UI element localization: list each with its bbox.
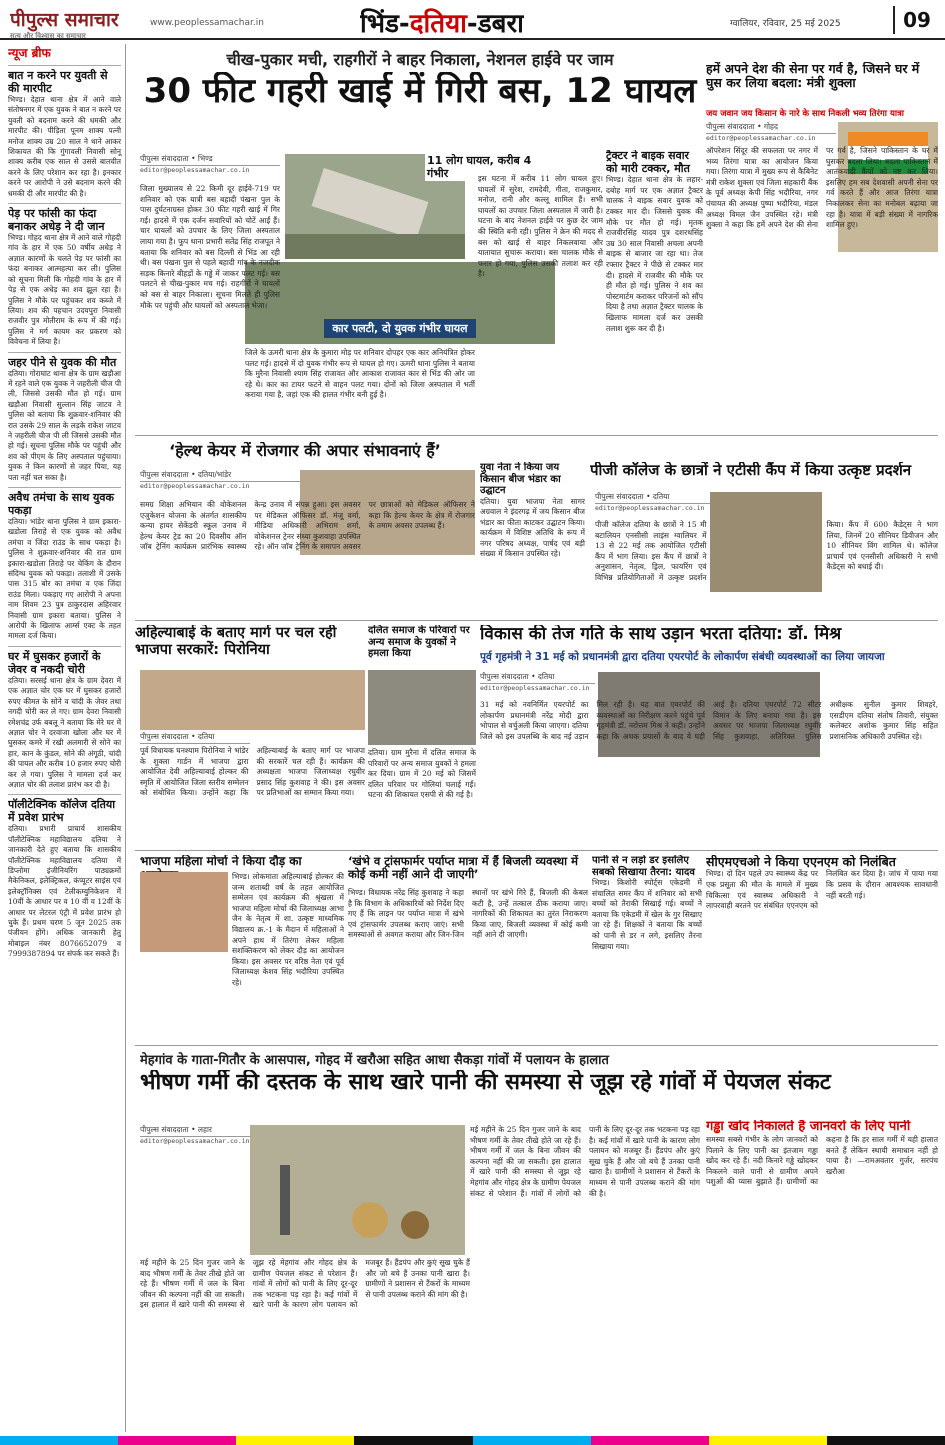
- logo-tagline: सत्य और विश्वास का समाचार: [10, 32, 86, 40]
- ahilya-byline-box: [140, 732, 250, 744]
- army-headline[interactable]: हमें अपने देश की सेना पर गर्व है, जिसने घर में घुस कर लिया बदला: मंत्री शुक्ला: [706, 62, 920, 91]
- brief-item: [8, 794, 121, 959]
- brief-headline: अवैध तमंचा के साथ युवक पकड़ा: [8, 487, 121, 517]
- bottom-email[interactable]: editor@peoplessamachar.co.in: [140, 1137, 250, 1145]
- lead-headline[interactable]: 30 फीट गहरी खाई में गिरी बस, 12 घायल: [143, 72, 697, 111]
- page-number: 09: [893, 6, 939, 34]
- divider: [135, 850, 938, 851]
- lead-body-3: इस घटना में करीब 11 लोग घायल हुए। घायलों में सुरेश, रामदेवी, गीता, राजकुमार, मनोज, रानी और कल्लू शामिल हैं। सभी घायलों का उपचार जिला अस्पताल में जारी है। घटना के बाद नेशनल हाईवे पर कुछ देर जाम की स्थिति बनी रही। पुलिस ने क्रेन की मदद से बस को खाई से बाहर निकलवाया और यातायात सुचारू कराया। बस चालक मौके से फरार हो गया, पुलिस उसकी तलाश कर रही है।: [478, 174, 603, 279]
- yellow-swatch: [236, 1436, 354, 1445]
- army-byline: पीपुल्स संवाददाता • गोहद: [706, 122, 836, 134]
- pg-byline: पीपुल्स संवाददाता • दतिया: [595, 492, 710, 504]
- lead-sidebar-headline: 11 लोग घायल, करीब 4 गंभीर: [425, 154, 555, 181]
- vikas-kicker: पूर्व गृहमंत्री ने 31 मई को प्रधानमंत्री द्वारा दतिया एयरपोर्ट के लोकार्पण संबंधी व्यवस्थाओं का लिया जायजा: [480, 651, 885, 663]
- lead-body-2: जिले के ऊमरी थाना क्षेत्र के कुमारा मोड़ पर शनिवार दोपहर एक कार अनियंत्रित होकर पलट गई। हादसे में दो युवक गंभीर रूप से घायल हो गए। ऊमरी थाना पुलिस ने बताया कि मुरैना निवासी श्याम सिंह राजावत और आकाश राजावत कार से भिंड की ओर जा रहे थे। कार का टायर फटने से वाहन पलट गया। दोनों को जिला अस्पताल में भर्ती कराया गया है, जहां एक की हालत गंभीर बनी हुई है।: [245, 348, 475, 400]
- cmho-headline[interactable]: सीएमएचओ ने किया एएनएम को निलंबित: [706, 855, 896, 869]
- magenta-swatch: [118, 1436, 236, 1445]
- bhajpa-body: भिण्ड। लोकमाता अहिल्याबाई होल्कर की जन्म शताब्दी वर्ष के तहत आयोजित सम्मेलन एवं कार्यक्रम की श्रृंखला में भाजपा महिला मोर्चा की जिलाध्यक्ष आभा जैन के नेतृत्व में शा. उत्कृष्ट माध्यमिक विद्यालय क्र.-1 के मैदान में महिलाओं ने अपने हाथ में तिरंगा लेकर महिला सशक्तिकरण को लेकर दौड़ का आयोजन किया। इस अवसर पर वरिष्ठ नेता एवं पूर्व जिलाध्यक्ष केशव सिंह भदौरिया उपस्थित रहे।: [232, 872, 344, 987]
- divider: [135, 1045, 938, 1046]
- bottom-byline: पीपुल्स संवाददाता • लहार: [140, 1125, 250, 1137]
- section-title-b: दतिया: [409, 9, 467, 39]
- brief-headline: पेड़ पर फांसी का फंदा बनाकर अधेड़ ने दी जान: [8, 203, 121, 233]
- brief-body: भिण्ड। गोहद थाना क्षेत्र में आने वाले गोहदी गांव के हार में एक 50 वर्षीय अधेड़ ने अज्ञात कारणों के चलते पेड़ पर फांसी का फंदा बनाकर आत्महत्या कर ली। पुलिस को सूचना मिली कि गोहदी गांव के हार में पेड़ से एक अधेड़ का शव झूल रहा है। पुलिस ने मौके पर पहुंचकर शव कब्जे में लिया। शव की पहचान उदयपुरा निवासी राजवीर पुत्र मोतीराम के रूप में की गई। पुलिस ने मर्ग कायम कर प्रकरण को विवेचना में लिया है।: [8, 233, 121, 347]
- vikas-byline: पीपुल्स संवाददाता • दतिया: [480, 672, 595, 684]
- pg-byline-box: [595, 492, 710, 512]
- news-brief-tag: न्यूज ब्रीफ: [8, 46, 51, 60]
- brief-body: दतिया। भांडेर थाना पुलिस ने ग्राम इकारा-खडोला तिराहे से एक युवक को अवैध तमंचा व जिंदा राउंड के साथ पकड़ा है। पुलिस ने शुक्रवार-शनिवार की रात ग्राम इकारा-खडोला तिराहे पर चेकिंग के दौरान संदिग्ध युवक को पकड़ा। तलाशी में उसके पास 315 बोर का तमंचा व एक जिंदा राउंड मिला। पकड़ाए गए आरोपी ने अपना नाम शिवम 23 पुत्र ठाकुरदास अहिरवार निवासी ग्राम इकारा बताया। पुलिस ने आरोपी के खिलाफ आर्म्स एक्ट के तहत मामला दर्ज किया।: [8, 517, 121, 641]
- brief-item: [8, 65, 121, 199]
- tractor-story: [606, 150, 703, 430]
- farmer-headline[interactable]: युवा नेता ने किया जय किसान बीज भंडार का उद्घाटन: [480, 462, 561, 496]
- brief-item: [8, 352, 121, 483]
- health-byline-box: [140, 470, 300, 490]
- dalit-body: दतिया। ग्राम मुरैना में दलित समाज के परिवारों पर अन्य समाज युवकों ने हमला कर दिया। ग्राम में 20 मई को जिसमें दलित परिवार पर गोलियां चलाई गईं। घटना की शिकायत एसपी से की गई है।: [368, 748, 476, 800]
- water-photo-illustration: [250, 1125, 465, 1255]
- dalit-photo: [368, 670, 476, 745]
- brief-headline: जहर पीने से युवक की मौत: [8, 352, 121, 369]
- pg-headline[interactable]: पीजी कॉलेज के छात्रों ने एटीसी कैंप में किया उत्कृष्ट प्रदर्शन: [590, 462, 912, 479]
- farmer-body: दतिया। युवा भाजपा नेता सागर अग्रवाल ने इंदरगढ़ में जय किसान बीज भंडार का फीता काटकर उद्घाटन किया। कार्यक्रम में विशिष्ट अतिथि के रूप में नगर परिषद अध्यक्ष, पार्षद एवं बड़ी संख्या में किसान उपस्थित रहे।: [480, 496, 585, 559]
- vikas-body: 31 मई को नवनिर्मित एयरपोर्ट का लोकार्पण प्रधानमंत्री नरेंद्र मोदी द्वारा भोपाल से वर्चुअली किया जाएगा। दतिया जिले को इस उपलब्धि के बाद नई उड़ान मिल रही है। यह बात एयरपोर्ट की व्यवस्थाओं का निरीक्षण करने पहुंचे पूर्व गृहमंत्री डॉ. नरोत्तम मिश्र ने कही। उन्होंने कहा कि अथक प्रयासों के बाद ये घड़ी आई है। दतिया एयरपोर्ट 72 सीटर विमान के लिए बनाया गया है। इस अवसर पर भाजपा जिलाध्यक्ष रघुवीर सिंह कुशवाहा, अतिरिक्त पुलिस अधीक्षक सुनील कुमार शिवहरे, एसडीएम दतिया संतोष तिवारी, संयुक्त कलेक्टर अशोक कुमार सिंह सहित प्रशासनिक अधिकारी उपस्थित रहे।: [480, 700, 938, 741]
- water-crisis-photo: [250, 1125, 465, 1255]
- lead-byline-box: [140, 154, 280, 174]
- black-swatch: [354, 1436, 472, 1445]
- divider: [135, 620, 938, 621]
- animal-water-sidebar: [706, 1120, 938, 1430]
- lead-byline: पीपुल्स संवाददाता • भिण्ड: [140, 154, 280, 166]
- vikas-email[interactable]: editor@peoplessamachar.co.in: [480, 684, 590, 692]
- pg-email[interactable]: editor@peoplessamachar.co.in: [595, 504, 705, 512]
- website-url[interactable]: www.peoplessamachar.in: [150, 18, 264, 28]
- brief-body: भिण्ड। देहात थाना क्षेत्र में आने वाले संतोषनगर में एक युवक ने बात न करने पर युवती को बदनाम करने की धमकी और मारपीट की। पीड़िता पूनम शाक्य पत्नी मनोज शाक्य उम्र 20 साल ने थाने आकर शिकायत की कि गुंगावली निवासी सोनू शाक्य करीब एक साल से उससे बातचीत करने के लिए परेशान कर रहा है। इनकार करने पर आरोपी ने उसे बदनाम करने की धमकी दी और मारपीट की है।: [8, 95, 121, 198]
- brief-body: दतिया। प्रभारी प्राचार्य शासकीय पॉलीटेक्निक महाविद्यालय दतिया ने जानकारी देते हुए बताया कि शासकीय पॉलीटेक्निक महाविद्यालय दतिया में डिप्लोमा इंजीनियरिंग पाठ्यक्रमों मैकेनिकल, इलेक्ट्रिकल, कंप्यूटर साइंस एवं इलेक्ट्रॉनिक्स एवं टेलीकम्युनिकेशन में 10वीं के आधार पर व 10 वीं व 12वीं के आधार पर लेटरल एंट्री में प्रवेश प्रारंभ हो चुके हैं। प्रथम चरण 5 जून 2025 तक पंजीयन होंगे। अधिक जानकारी हेतु मोबाइल नंबर 8076652079 व 7999387894 पर संपर्क कर सकते हैं।: [8, 824, 121, 959]
- pani-headline[interactable]: पानी से न लड़ो डर इसलिए सबको सिखाया तैरना: यादव: [592, 855, 695, 878]
- animal-water-body: समस्या सबसे गंभीर के लोग जानवरों को पिलाने के लिए पानी का इंतजाम गड्ढा खोद कर रहे हैं। नदी किनारे गड्ढे खोदकर निकलने वाले पानी से ग्रामीण अपने पशुओं की प्यास बुझाते हैं। ग्रामीणों का कहना है कि हर साल गर्मी में यही हालात बनते हैं लेकिन स्थायी समाधान नहीं हो पाया है। —रामअवतार गुर्जर, सरपंच खरौआ: [706, 1134, 938, 1187]
- bottom-body-left: मई महीने के 25 दिन गुजर जाने के बाद भीषण गर्मी के तेवर तीखे होते जा रहे हैं। भीषण गर्मी में जल के बिना जीवन की कल्पना नहीं की जा सकती। इस हालात में खारे पानी की समस्या से जूझ रहे मेहगांव और गोहद क्षेत्र के ग्रामीण पेयजल संकट से परेशान हैं। गांवों में लोगों को पानी के लिए दूर-दूर तक भटकना पड़ रहा है। कई गांवों में खारे पानी के कारण लोग पलायन को मजबूर हैं। हैंडपंप और कुएं सूख चुके हैं और जो बचे हैं उनका पानी खारा है। ग्रामीणों ने प्रशासन से टैंकरों के माध्यम से पानी उपलब्ध कराने की मांग की है।: [140, 1258, 470, 1310]
- brief-headline: बात न करने पर युवती से की मारपीट: [8, 65, 121, 95]
- tractor-headline[interactable]: ट्रैक्टर ने बाइक सवार को मारी टक्कर, मौत: [606, 150, 690, 175]
- pg-body: पीजी कॉलेज दतिया के छात्रों ने 15 मी बटालियन एनसीसी लाइंस ग्वालियर में 13 से 22 मई तक आयोजित एटीसी कैंप में भाग लिया। इस कैंप में छात्रों ने अनुशासन, नेतृत्व, ड्रिल, फायरिंग एवं विभिन्न प्रतियोगिताओं में उत्कृष्ट प्रदर्शन किया। कैंप में 600 कैडेट्स ने भाग लिया, जिनमें 20 सीनियर डिवीजन और 10 सीनियर विंग शामिल थे। कॉलेज प्राचार्य एवं एनसीसी अधिकारी ने सभी कैडेट्स को बधाई दी।: [595, 520, 938, 582]
- magenta-swatch: [591, 1436, 709, 1445]
- news-brief-column: [8, 44, 126, 1432]
- cmho-body: भिण्ड। दो दिन पहले उप स्वास्थ्य केंद्र पर एक प्रसूता की मौत के मामले में मुख्य चिकित्सा एवं स्वास्थ्य अधिकारी ने लापरवाही बरतने पर संबंधित एएनएम को निलंबित कर दिया है। जांच में पाया गया कि प्रसव के दौरान आवश्यक सावधानी नहीं बरती गई।: [706, 869, 938, 911]
- brief-headline: घर में घुसकर हजारों के जेवर व नकदी चोरी: [8, 646, 121, 676]
- bottom-body-right: मई महीने के 25 दिन गुजर जाने के बाद भीषण गर्मी के तेवर तीखे होते जा रहे हैं। भीषण गर्मी में जल के बिना जीवन की कल्पना नहीं की जा सकती। इस हालात में खारे पानी की समस्या से जूझ रहे मेहगांव और गोहद क्षेत्र के ग्रामीण पेयजल संकट से परेशान हैं। गांवों में लोगों को पानी के लिए दूर-दूर तक भटकना पड़ रहा है। कई गांवों में खारे पानी के कारण लोग पलायन को मजबूर हैं। हैंडपंप और कुएं सूख चुके हैं और जो बचे हैं उनका पानी खारा है। ग्रामीणों ने प्रशासन से टैंकरों के माध्यम से पानी उपलब्ध कराने की मांग की है।: [470, 1125, 700, 1198]
- khambe-body: भिण्ड। विधायक नरेंद्र सिंह कुशवाह ने कहा है कि विभाग के अधिकारियों को निर्देश दिए गए हैं कि लाइन पर पर्याप्त मात्रा में खंभे एवं ट्रांसफार्मर उपलब्ध कराए जाएं। सभी समस्याओं से अवगत कराया और जिन-जिन स्थानों पर खंभे गिरे हैं, बिजली की केबल कटी है, उन्हें तत्काल ठीक कराया जाए। नागरिकों की शिकायत का तुरंत निराकरण किया जाए, बिजली व्यवस्था में कोई कमी नहीं आने दी जाएगी।: [348, 888, 588, 940]
- bottom-byline-box: [140, 1125, 250, 1145]
- health-body: समग्र शिक्षा अभियान की वोकेशनल एजुकेशन योजना के अंतर्गत शासकीय कन्या हायर सेकेंडरी स्कूल उनाव में हेल्थ केयर ट्रेड का 20 दिवसीय ऑन जॉब ट्रेनिंग कार्यक्रम प्रारंभिक स्वास्थ्य केन्द्र उनाव में संपन्न हुआ। इस अवसर पर मेडिकल ऑफिसर डॉ. मंजू वर्मा, मीडिया अधिकारी अभिराम शर्मा, वोकेशनल ट्रेनर संध्या कुशवाहा उपस्थित रहे। ऑन जॉब ट्रेनिंग के समापन अवसर पर छात्राओं को मेडिकल ऑफिसर ने कहा कि हेल्थ केयर के क्षेत्र में रोजगार के तमाम अवसर उपलब्ध हैं।: [140, 500, 475, 552]
- ahilya-event-photo: [140, 670, 365, 730]
- cmho-story: [706, 855, 938, 1040]
- cyan-swatch: [473, 1436, 591, 1445]
- brief-body: दतिया। सरसई थाना क्षेत्र के ग्राम देवरा में एक अज्ञात चोर एक घर में घुसकर हजारों रुपए कीमत के सोने व चांदी के जेवर तथा नगदी चोरी कर ले गए। ग्राम देवरा निवासी रमेशचंद्र उर्फ बबलू ने बताया कि मेरे घर में अज्ञात चोर ने दरवाजा खोला और घर में घुसकर कमरे में रखी अलमारी से सोने का हार, कान के कुंडल, सोने की अंगूठी, चांदी की पायल और करीब 10 हजार रुपए चोरी कर ले गया। पुलिस ने मामला दर्ज कर अज्ञात चोर की तलाश प्रारंभ कर दी है।: [8, 675, 121, 789]
- health-headline[interactable]: ‘हेल्थ केयर में रोजगार की अपार संभावनाएं हैं’: [169, 442, 441, 460]
- army-kicker: जय जवान जय किसान के नारे के साथ निकली भव्य तिरंगा यात्रा: [706, 109, 904, 119]
- lead-email[interactable]: editor@peoplessamachar.co.in: [140, 166, 250, 174]
- bottom-headline[interactable]: भीषण गर्मी की दस्तक के साथ खारे पानी की समस्या से जूझ रहे गांवों में पेयजल संकट: [140, 1070, 831, 1095]
- ahilya-byline: पीपुल्स संवाददाता • दतिया: [140, 732, 250, 744]
- brief-item: [8, 646, 121, 790]
- khambe-headline[interactable]: ‘खंभे व ट्रांसफार्मर पर्याप्त मात्रा में हैं बिजली व्यवस्था में कोई कमी नहीं आने दी जाएगी’: [348, 855, 579, 882]
- page-section-title: [360, 4, 524, 40]
- bhajpa-race-photo: [140, 872, 228, 952]
- ahilya-body: पूर्व विधायक घनश्याम पिरोनिया ने भांडेर के शुक्ला गार्डन में भाजपा द्वारा आयोजित देवी अहिल्याबाई होल्कर की स्मृति में आयोजित जिला स्तरीय सम्मेलन को संबोधित किया। उन्होंने कहा कि अहिल्याबाई के बताए मार्ग पर भाजपा की सरकारें चल रही हैं। कार्यक्रम की अध्यक्षता भाजपा जिलाध्यक्ष रघुवीर प्रसाद सिंह कुशवाह ने की। इस अवसर पर प्रतिभाओं का सम्मान किया गया।: [140, 746, 365, 798]
- lead-body-1: जिला मुख्यालय से 22 किमी दूर हाईवे-719 पर शनिवार को एक यात्री बस बहादी पंखना पुल के पास दुर्घटनाग्रस्त होकर 30 फीट गहरी खाई में गिर गई। हादसे में एक दर्जन सवारियों को चोटें आईं हैं। चार घायलों को उपचार के लिए जिला अस्पताल लाया गया है। फूप थाना प्रभारी सतेंद्र सिंह राजपूत ने बताया कि शनिवार को बस दिल्ली से भिंड आ रही थी। बस पंखना पुल से पहले बहादी गांव के नजदीक सड़क किनारे बीहड़ों के गड्ढे में जाकर पलट गई। बस पलटने से चीख-पुकार मच गई। राहगीरों ने घायलों को बस से बाहर निकाला। सूचना मिलते ही पुलिस मौके पर पहुंची और घायलों को अस्पताल भेजा।: [140, 184, 280, 310]
- dateline: ग्वालियर, रविवार, 25 मई 2025: [730, 19, 841, 29]
- ahilya-headline[interactable]: अहिल्याबाई के बताए मार्ग पर चल रही भाजपा सरकारें: पिरोनिया: [135, 625, 337, 658]
- brief-body: दतिया। गोराघाट थाना क्षेत्र के ग्राम खड़ौआ में रहने वाले एक युवक ने जहरीली चीज पी ली, जिससे उसकी मौत हो गई। ग्राम खड़ौआ निवासी सुल्तान सिंह जाटव ने पुलिस को बताया कि शुक्रवार-शनिवार की रात उसके 29 साल के लड़के राकेश जाटव ने जहरीली चीज पी ली जिससे उसकी मौत हो गई। सूचना पुलिस मौके पर पहुंची और शव को पीएम के लिए अस्पताल पहुंचाया। युवक ने किन कारणों से जहर पिया, यह पता नहीं चल सका है।: [8, 368, 121, 482]
- brief-item: [8, 487, 121, 642]
- army-byline-box: [706, 122, 836, 142]
- dalit-headline[interactable]: दलित समाज के परिवारों पर अन्य समाज के युवकों ने हमला किया: [368, 625, 470, 659]
- logo-text: पीपुल्स समाचार: [10, 9, 119, 31]
- army-body: ऑपरेशन सिंदूर की सफलता पर नगर में भव्य तिरंगा यात्रा का आयोजन किया गया। तिरंगा यात्रा में मुख्य रूप से कैबिनेट मंत्री राकेश शुक्ला एवं जिला सहकारी बैंक के पूर्व अध्यक्ष केपी सिंह भदौरिया, नगर पंचायत की अध्यक्ष पुष्पा भदौरिया, मंडल अध्यक्ष विमल जैन उपस्थित रहे। मंत्री शुक्ला ने कहा कि हमें अपने देश की सेना पर गर्व है, जिसने पाकिस्तान के घर में घुसकर बदला लिया। बदला पाकिस्तान में आतंकवादी कैंपों को नष्ट कर लिया। इसलिए हम सब देशवासी अपनी सेना पर गर्व करते हैं और आज तिरंगा यात्रा निकालकर सेना का मनोबल बढ़ाया जा रहा है। यात्रा में बड़ी संख्या में नागरिक शामिल हुए।: [706, 146, 938, 230]
- pani-story: [592, 855, 702, 1040]
- masthead: [0, 0, 945, 40]
- yellow-swatch: [709, 1436, 827, 1445]
- health-byline: पीपुल्स संवाददाता • दतिया/भांडेर: [140, 470, 300, 482]
- brief-headline: पॉलीटेक्निक कॉलेज दतिया में प्रवेश प्रारंभ: [8, 794, 121, 824]
- car-photo-caption: कार पलटी, दो युवक गंभीर घायल: [324, 319, 475, 338]
- vikas-headline[interactable]: विकास की तेज गति के साथ उड़ान भरता दतिया: डॉ. मिश्र: [480, 625, 842, 644]
- animal-water-headline[interactable]: गड्ढा खोद निकालते हैं जानवरों के लिए पानी: [706, 1120, 911, 1134]
- lead-kicker: चीख-पुकार मची, राहगीरों ने बाहर निकाला, नेशनल हाईवे पर जाम: [226, 50, 614, 69]
- cyan-swatch: [0, 1436, 118, 1445]
- vikas-byline-box: [480, 672, 595, 692]
- bottom-kicker: मेहगांव के गाता-गितौर के आसपास, गोहद में खरौआ सहित आधा सैकड़ा गांवों में पलायन के हालात: [140, 1053, 609, 1068]
- divider: [135, 435, 938, 436]
- health-email[interactable]: editor@peoplessamachar.co.in: [140, 482, 250, 490]
- paper-logo: [10, 6, 119, 40]
- army-email[interactable]: editor@peoplessamachar.co.in: [706, 134, 816, 142]
- farmer-story: [480, 462, 585, 617]
- pani-body: भिण्ड। किशोरी स्पोर्ट्स एकेडमी में संचालित समर कैंप में शनिवार को सभी बच्चों को तैराकी सिखाई गई। बच्चों ने बताया कि एकेडमी में खेल के गुर सिखाए जा रहे हैं। शिक्षकों ने बताया कि बच्चों को पानी से डर न लगे, इसलिए तैरना सिखाया गया।: [592, 878, 702, 951]
- brief-item: [8, 203, 121, 347]
- section-title-c: -डबरा: [466, 9, 524, 39]
- black-swatch: [827, 1436, 945, 1445]
- tractor-body: भिण्ड। देहात थाना क्षेत्र के लहार-दबोह मार्ग पर एक अज्ञात ट्रैक्टर चालक ने बाइक सवार युवक को टक्कर मार दी। जिससे युवक की मौके पर मौत हो गई। मृतक राजवीरसिंह यादव पुत्र दशरथसिंह उम्र 30 साल निवासी अचला अपनी बाइक से बाजार जा रहा था। तेज रफ्तार ट्रैक्टर ने पीछे से टक्कर मार दी। हादसे में राजवीर की मौके पर ही मौत हो गई। पुलिस ने शव का पोस्टमार्टम कराकर परिजनों को सौंप दिया है तथा अज्ञात ट्रैक्टर चालक के खिलाफ मामला दर्ज कर उसकी तलाश शुरू कर दी है।: [606, 175, 703, 333]
- bhajpa-headline[interactable]: भाजपा महिला मोर्चा ने किया दौड़ का: [140, 855, 302, 868]
- section-title-a: भिंड-: [360, 9, 410, 39]
- cmyk-color-strip: [0, 1436, 945, 1445]
